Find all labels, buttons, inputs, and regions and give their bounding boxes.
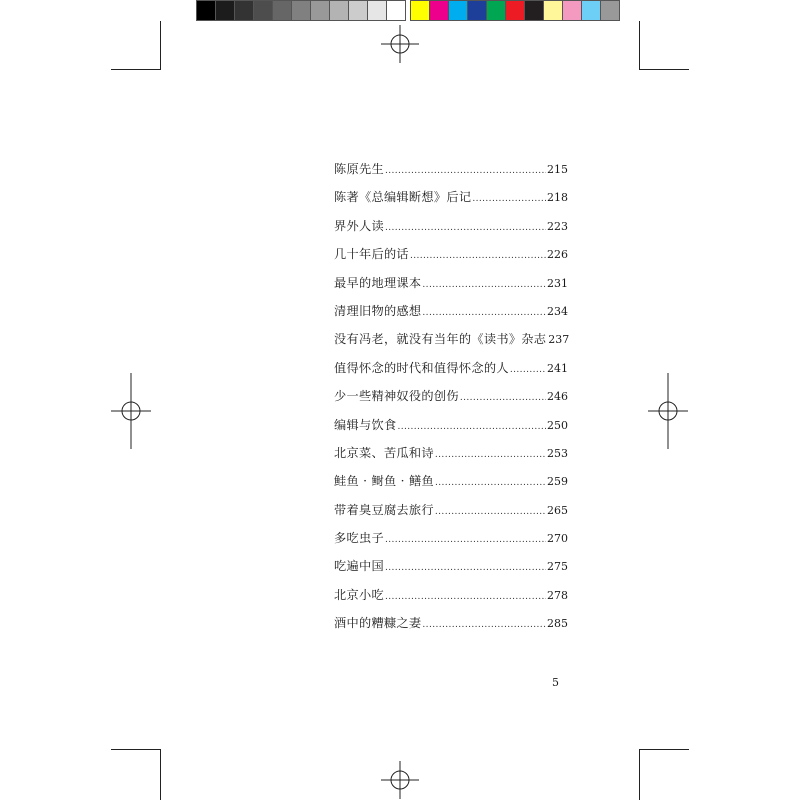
registration-mark-right	[648, 373, 688, 449]
registration-mark-left	[111, 373, 151, 449]
color-swatch	[468, 0, 487, 21]
color-swatch	[506, 0, 525, 21]
toc-entry	[334, 217, 568, 245]
toc-entry-page: 226	[547, 248, 568, 262]
toc-entry	[334, 188, 568, 216]
toc-entry-title: 几十年后的话	[334, 247, 409, 262]
toc-entry-title: 界外人读	[334, 218, 384, 233]
toc-entry-title: 没有冯老，就没有当年的《读书》杂志	[334, 332, 547, 347]
toc-entry	[334, 160, 568, 188]
toc-entry-page: 250	[547, 418, 568, 432]
color-swatch	[430, 0, 449, 21]
toc-entry	[334, 274, 568, 302]
toc-entry-title: 陈原先生	[334, 162, 384, 176]
toc-entry-title: 陈著《总编辑断想》后记	[334, 190, 472, 205]
toc-entry-page: 270	[547, 532, 568, 546]
registration-mark-top	[381, 25, 419, 63]
toc-entry	[334, 501, 568, 529]
toc-dot-leader	[385, 563, 546, 573]
toc-entry	[334, 614, 568, 642]
page-number: 5	[552, 676, 559, 689]
toc-entry-page: 265	[547, 503, 568, 517]
gray-swatch	[330, 0, 349, 21]
color-calibration-bar	[196, 0, 620, 21]
gray-swatch	[235, 0, 254, 21]
toc-entry	[334, 416, 568, 444]
toc-entry	[334, 245, 568, 273]
toc-entry-title: 北京小吃	[334, 587, 384, 602]
toc-entry	[334, 359, 568, 387]
gray-swatch	[216, 0, 235, 21]
toc-entry-page: 259	[547, 475, 568, 489]
toc-dot-leader	[385, 535, 546, 545]
toc-entry	[334, 586, 568, 614]
toc-entry-page: 231	[547, 276, 568, 290]
toc-entry-title: 少一些精神奴役的创伤	[334, 389, 459, 404]
toc-dot-leader	[397, 422, 546, 432]
gray-swatch	[196, 0, 216, 21]
toc-entry-title: 清理旧物的感想	[334, 303, 422, 318]
toc-entry-page: 275	[547, 560, 568, 574]
toc-entry-page: 241	[547, 361, 568, 375]
toc-entry	[334, 330, 568, 358]
gray-swatch	[387, 0, 406, 21]
table-of-contents	[334, 160, 568, 643]
color-swatch	[449, 0, 468, 21]
toc-entry-title: 编辑与饮食	[334, 417, 397, 432]
gray-swatch	[349, 0, 368, 21]
color-swatch	[563, 0, 582, 21]
toc-entry	[334, 529, 568, 557]
toc-dot-leader	[385, 166, 546, 176]
toc-dot-leader	[460, 393, 546, 403]
toc-entry-title: 鲑鱼 · 鲥鱼 · 鳝鱼	[334, 474, 434, 489]
gray-swatch	[292, 0, 311, 21]
toc-dot-leader	[422, 308, 546, 318]
toc-entry	[334, 472, 568, 500]
toc-dot-leader	[422, 280, 546, 290]
toc-dot-leader	[510, 365, 546, 375]
toc-dot-leader	[435, 478, 546, 488]
toc-entry-title: 值得怀念的时代和值得怀念的人	[334, 360, 509, 375]
toc-dot-leader	[472, 194, 546, 204]
color-swatch	[544, 0, 563, 21]
toc-dot-leader	[410, 251, 546, 261]
toc-dot-leader	[385, 592, 546, 602]
gray-swatch	[368, 0, 387, 21]
gray-swatch	[254, 0, 273, 21]
color-swatch	[487, 0, 506, 21]
toc-entry-title: 最早的地理课本	[334, 275, 422, 290]
gray-swatch	[311, 0, 330, 21]
gray-swatch	[273, 0, 292, 21]
toc-entry	[334, 302, 568, 330]
toc-entry-title: 多吃虫子	[334, 531, 384, 546]
toc-entry-page: 246	[547, 390, 568, 404]
toc-entry-page: 253	[547, 446, 568, 460]
toc-entry-page: 223	[547, 219, 568, 233]
registration-mark-bottom	[381, 761, 419, 799]
toc-entry-page: 234	[547, 304, 568, 318]
color-swatch	[601, 0, 620, 21]
toc-entry-page: 285	[547, 617, 568, 631]
toc-dot-leader	[435, 507, 546, 517]
toc-entry-title: 带着臭豆腐去旅行	[334, 502, 434, 517]
color-swatches	[410, 0, 620, 21]
toc-dot-leader	[435, 450, 546, 460]
toc-entry-title: 北京菜、苦瓜和诗	[334, 445, 434, 460]
toc-entry	[334, 387, 568, 415]
toc-dot-leader	[422, 620, 546, 630]
toc-dot-leader	[385, 223, 546, 233]
color-swatch	[525, 0, 544, 21]
color-swatch	[582, 0, 601, 21]
toc-entry-title: 酒中的糟糠之妻	[334, 616, 422, 631]
toc-entry	[334, 557, 568, 585]
toc-entry-page: 237	[548, 333, 570, 347]
toc-entry-page: 218	[547, 191, 568, 205]
toc-entry	[334, 444, 568, 472]
toc-entry-page: 215	[547, 163, 568, 176]
toc-entry-page: 278	[547, 588, 568, 602]
grayscale-swatches	[196, 0, 406, 21]
color-swatch	[410, 0, 430, 21]
toc-entry-title: 吃遍中国	[334, 559, 384, 574]
